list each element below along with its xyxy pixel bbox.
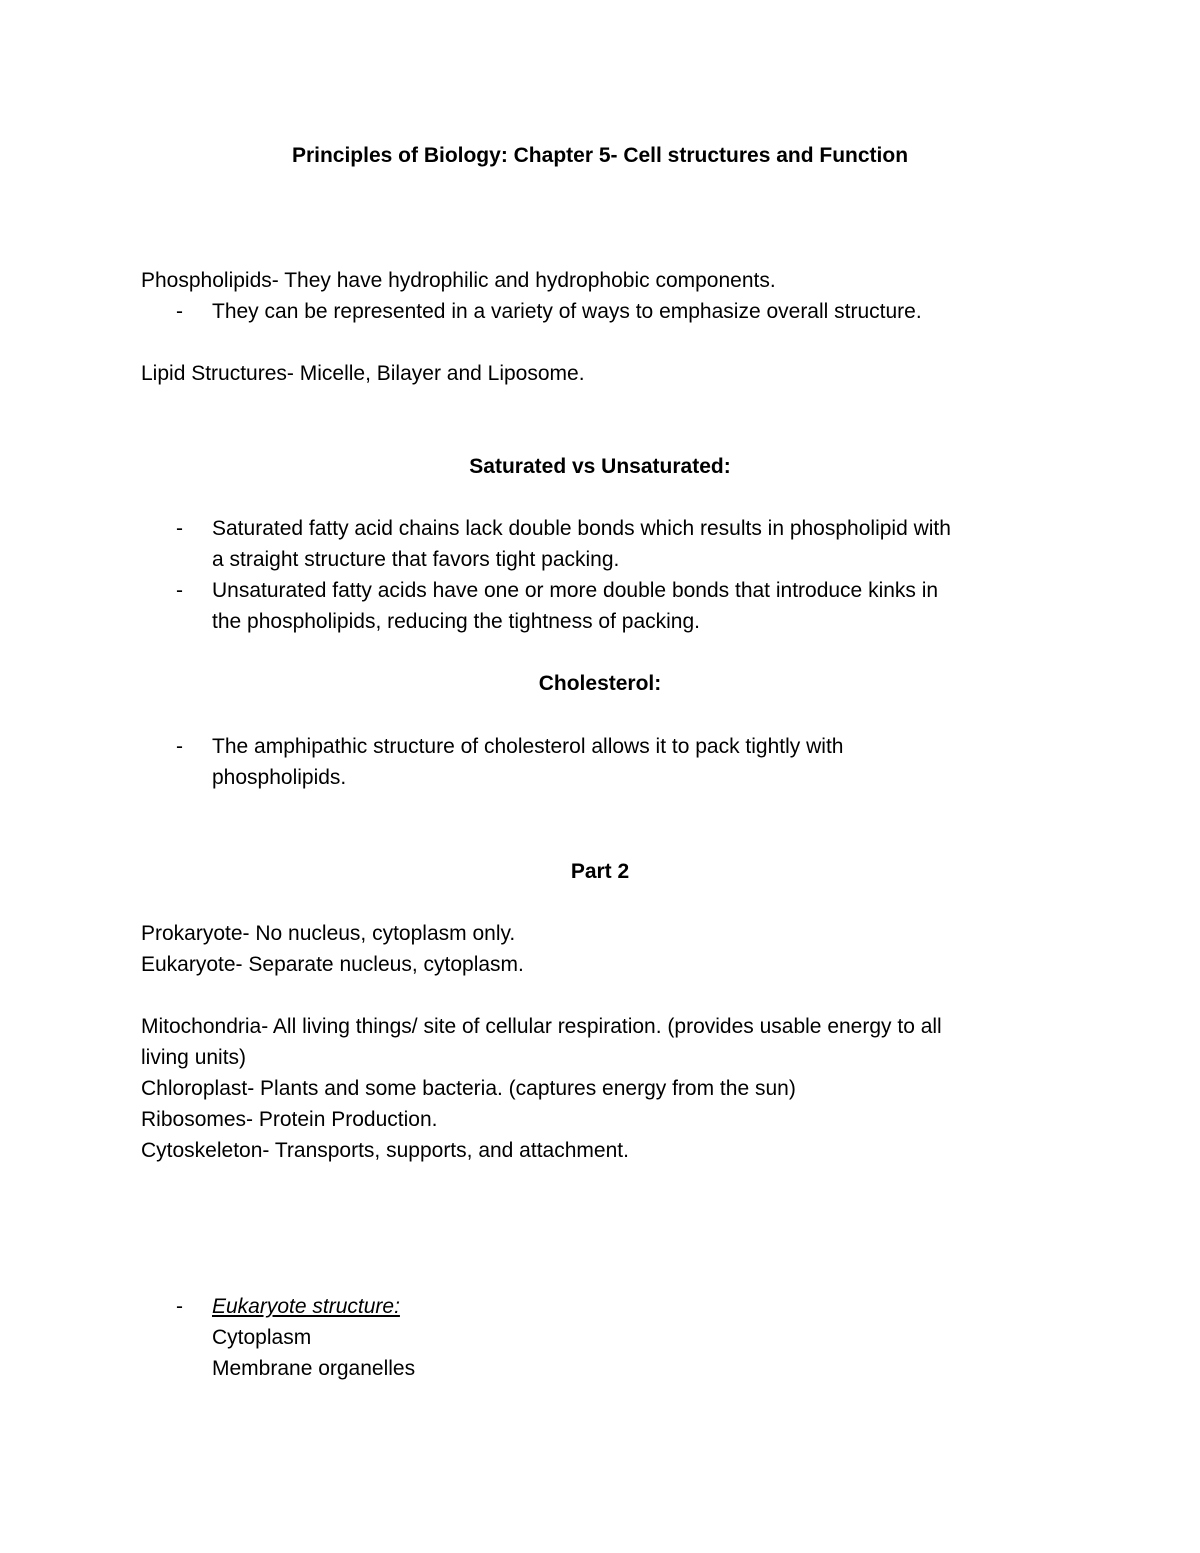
eukaryote-structure-item: Cytoplasm <box>212 1326 312 1349</box>
bullet-dash: - <box>176 735 183 758</box>
chloroplast-line: Chloroplast- Plants and some bacteria. (captures energy from the sun) <box>141 1077 796 1100</box>
bullet-dash: - <box>176 579 183 602</box>
bullet-dash: - <box>176 517 183 540</box>
unsaturated-bullet-line: the phospholipids, reducing the tightness of packing. <box>212 610 700 633</box>
prokaryote-line: Prokaryote- No nucleus, cytoplasm only. <box>141 922 516 945</box>
eukaryote-structure-label: Eukaryote structure: <box>212 1295 400 1318</box>
cytoskeleton-line: Cytoskeleton- Transports, supports, and attachment. <box>141 1139 629 1162</box>
document-title: Principles of Biology: Chapter 5- Cell structures and Function <box>291 144 909 167</box>
cholesterol-bullet-line: phospholipids. <box>212 766 347 789</box>
phospholipids-line: Phospholipids- They have hydrophilic and hydrophobic components. <box>141 269 776 292</box>
phospholipids-bullet: They can be represented in a variety of ways to emphasize overall structure. <box>212 300 922 323</box>
bullet-dash: - <box>176 1295 183 1318</box>
cholesterol-heading: Cholesterol: <box>538 672 662 695</box>
bullet-dash: - <box>176 300 183 323</box>
cholesterol-bullet-line: The amphipathic structure of cholesterol allows it to pack tightly with <box>212 735 844 758</box>
saturated-bullet-line: Saturated fatty acid chains lack double bonds which results in phospholipid with <box>212 517 951 540</box>
eukaryote-structure-item: Membrane organelles <box>212 1357 416 1380</box>
saturated-heading: Saturated vs Unsaturated: <box>469 455 731 478</box>
part2-heading: Part 2 <box>570 860 630 883</box>
saturated-bullet-line: a straight structure that favors tight packing. <box>212 548 620 571</box>
mitochondria-line: Mitochondria- All living things/ site of cellular respiration. (provides usable energy to all <box>141 1015 942 1038</box>
mitochondria-line-cont: living units) <box>141 1046 247 1069</box>
lipid-structures-line: Lipid Structures- Micelle, Bilayer and Liposome. <box>141 362 585 385</box>
ribosomes-line: Ribosomes- Protein Production. <box>141 1108 438 1131</box>
unsaturated-bullet-line: Unsaturated fatty acids have one or more double bonds that introduce kinks in <box>212 579 939 602</box>
eukaryote-line: Eukaryote- Separate nucleus, cytoplasm. <box>141 953 524 976</box>
